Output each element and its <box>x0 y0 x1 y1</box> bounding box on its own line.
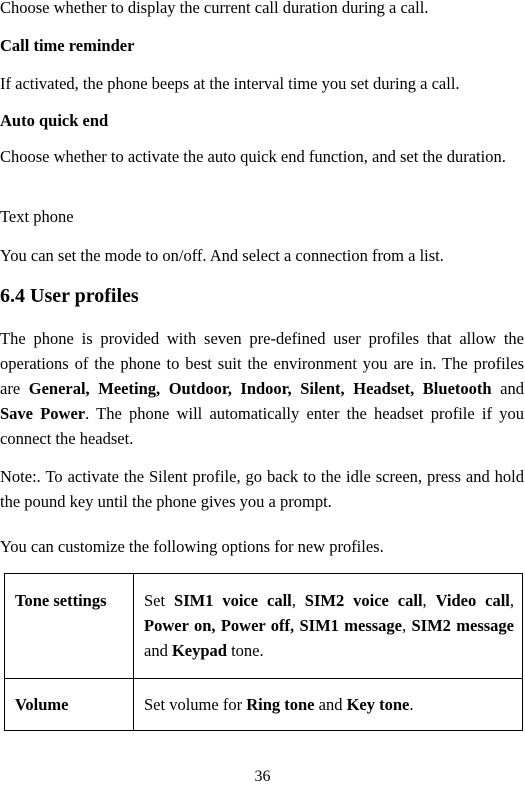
power-options: Power on, Power off, SIM1 message <box>144 616 403 635</box>
save-power-profile: Save Power <box>0 404 86 423</box>
and-word: and <box>314 695 347 714</box>
call-time-reminder-title: Call time reminder <box>0 36 135 55</box>
customize-text: You can customize the following options for new profiles. <box>0 537 384 556</box>
profiles-paragraph <box>0 326 524 451</box>
sim2-message: SIM2 message <box>411 616 515 635</box>
sim1-voice-call: SIM1 voice call <box>174 591 292 610</box>
section-heading: 6.4 User profiles <box>0 285 139 307</box>
ring-tone: Ring tone <box>246 695 315 714</box>
separator: , <box>422 591 436 610</box>
separator: , <box>509 591 514 610</box>
sim2-voice-call: SIM2 voice call <box>304 591 423 610</box>
key-tone: Key tone <box>346 695 410 714</box>
tone-word: tone. <box>226 641 264 660</box>
tone-settings-label: Tone settings <box>5 574 134 679</box>
period: . <box>409 695 414 714</box>
profile-options-table <box>4 573 523 731</box>
set-word: Set <box>144 591 175 610</box>
keypad: Keypad <box>171 641 227 660</box>
auto-quick-end-desc: Choose whether to activate the auto quick end function, and set the duration. <box>0 147 506 166</box>
set-volume-word: Set volume for <box>144 695 247 714</box>
video-call: Video call <box>435 591 510 610</box>
auto-quick-end-title: Auto quick end <box>0 111 109 130</box>
and-word: and <box>144 641 172 660</box>
page-number: 36 <box>254 768 271 785</box>
volume-label: Volume <box>5 679 134 731</box>
volume-desc <box>134 679 523 731</box>
profiles-text-end: . The phone will automatically enter the headset profile if you connect the headset. <box>0 404 524 448</box>
call-time-reminder-desc: If activated, the phone beeps at the interval time you set during a call. <box>0 74 460 93</box>
table-row <box>5 679 523 731</box>
text-phone-title: Text phone <box>0 207 74 226</box>
text-phone-desc: You can set the mode to on/off. And select a connection from a list. <box>0 246 444 265</box>
silent-note: Note:. To activate the Silent profile, go back to the idle screen, press and hold the pound key until the phone gives you a prompt. <box>0 467 524 511</box>
intro-text: Choose whether to display the current call duration during a call. <box>0 0 429 17</box>
profile-names: General, Meeting, Outdoor, Indoor, Silent, Headset, Bluetooth <box>28 379 492 398</box>
tone-settings-desc <box>134 574 523 679</box>
profiles-text-start: The phone is provided with seven pre-defined user profiles that allow the operations of the phone to best suit the environment you are in. The profiles are <box>0 329 524 398</box>
profiles-and: and <box>491 379 524 398</box>
table-row <box>5 574 523 679</box>
separator: , <box>402 616 412 635</box>
separator: , <box>291 591 305 610</box>
